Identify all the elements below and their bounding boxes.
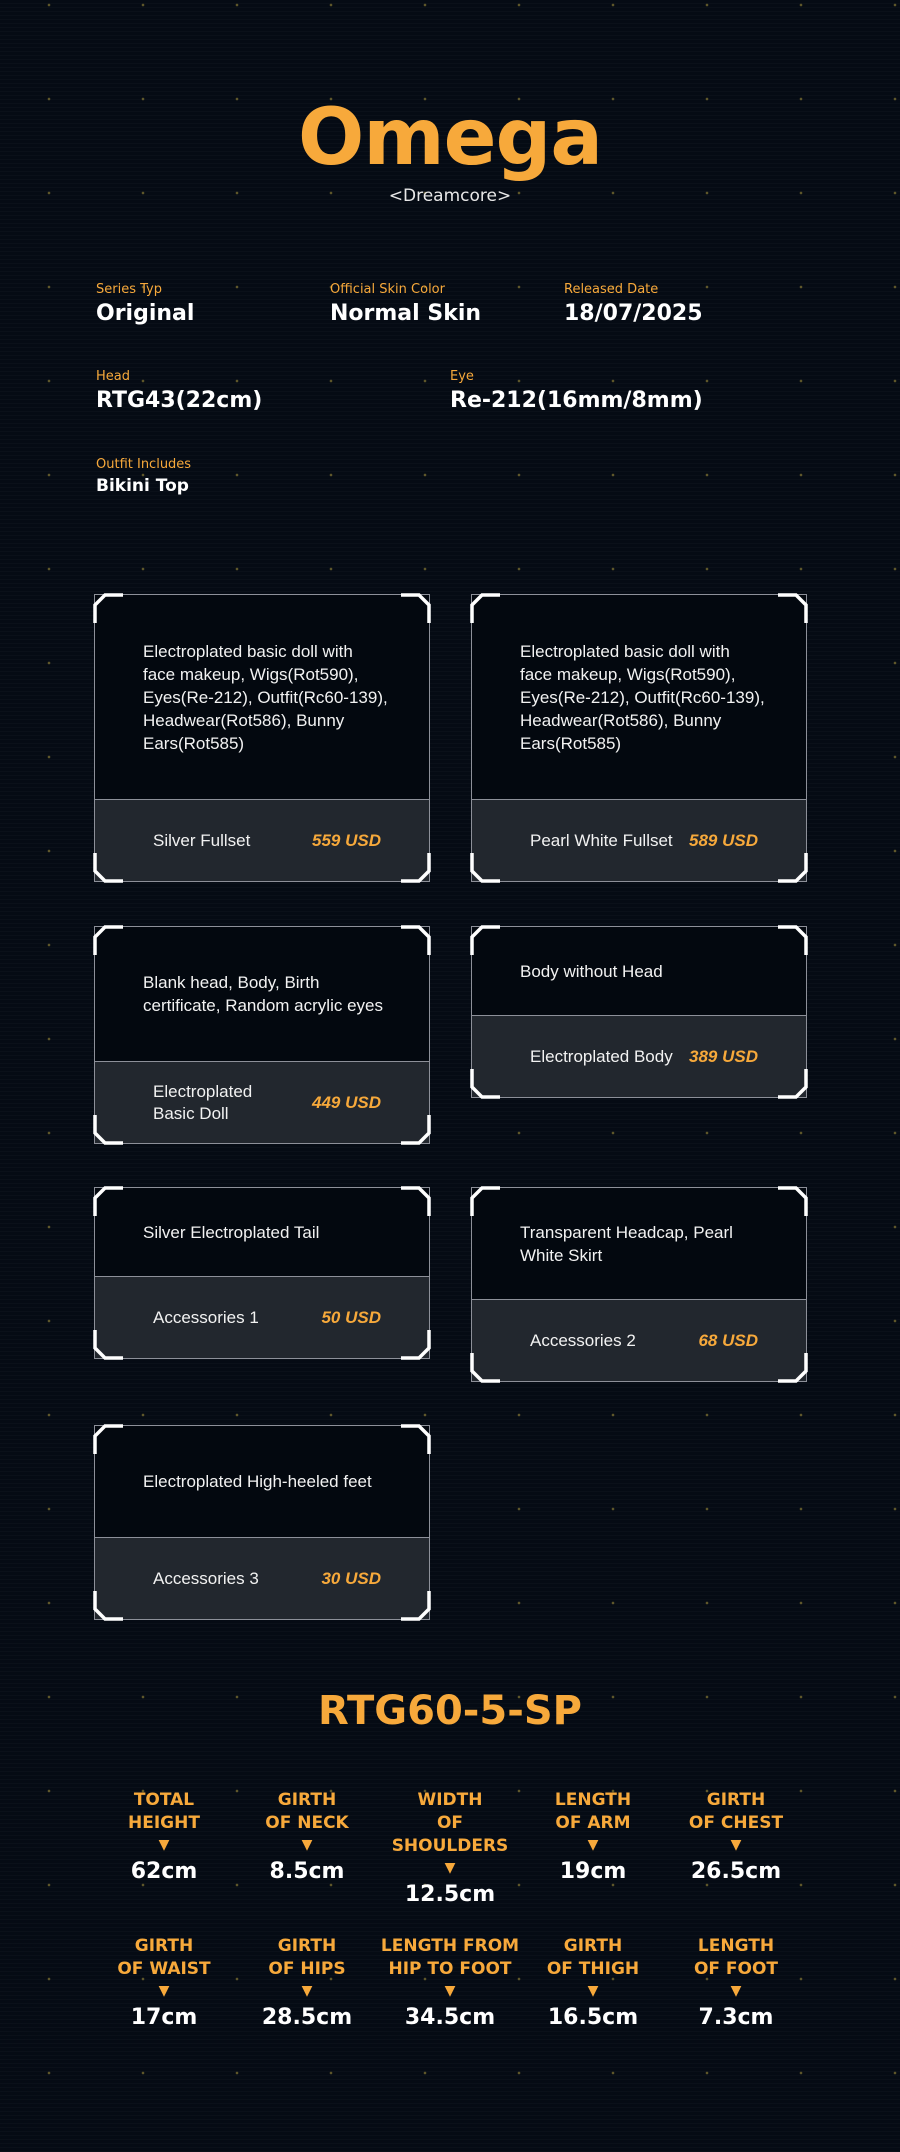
card-price-row xyxy=(95,1276,429,1358)
card-product-name: Accessories 3 xyxy=(153,1568,259,1588)
card-price: 589 USD xyxy=(689,830,758,850)
arrow-down-icon: ▼ xyxy=(587,1983,599,1999)
measurement-hip-to-foot xyxy=(380,1935,520,2033)
card-description: Blank head, Body, Birth certificate, Random acrylic eyes xyxy=(143,973,383,1015)
arrow-down-icon: ▼ xyxy=(301,1837,313,1853)
measurement-label: GIRTH OF CHEST xyxy=(688,1790,784,1833)
body-size-title: RTG60-5-SP xyxy=(318,1688,582,1734)
card-product-name: Accessories 2 xyxy=(530,1330,636,1350)
series-type-label: Series Typ xyxy=(96,282,162,297)
head-field xyxy=(96,368,262,416)
arrow-down-icon: ▼ xyxy=(158,1837,170,1853)
measurement-length-arm xyxy=(523,1789,663,1887)
card-price-row xyxy=(472,799,806,881)
card-price-row xyxy=(95,799,429,881)
eye-field xyxy=(450,368,703,416)
card-description: Silver Electroplated Tail xyxy=(143,1222,320,1242)
measurement-value: 19cm xyxy=(559,1859,627,1884)
measurement-label: GIRTH OF HIPS xyxy=(268,1936,346,1979)
measurement-girth-chest xyxy=(666,1789,806,1887)
measurement-label: LENGTH FROM HIP TO FOOT xyxy=(380,1936,520,1979)
measurement-label: GIRTH OF THIGH xyxy=(546,1936,640,1979)
outfit-field xyxy=(96,456,191,498)
arrow-down-icon: ▼ xyxy=(587,1837,599,1853)
released-date-value: 18/07/2025 xyxy=(564,301,703,326)
measurement-value: 62cm xyxy=(130,1859,198,1884)
skin-color-field xyxy=(330,281,481,329)
measurement-label: GIRTH OF NECK xyxy=(265,1790,349,1833)
measurement-total-height xyxy=(94,1789,234,1887)
measurement-label: TOTAL HEIGHT xyxy=(128,1790,200,1833)
product-card-accessories-2[interactable] xyxy=(471,1187,807,1382)
card-product-name: Electroplated Body xyxy=(530,1046,673,1066)
eye-value: Re-212(16mm/8mm) xyxy=(450,388,703,413)
measurement-label: GIRTH OF WAIST xyxy=(117,1936,211,1979)
measurement-value: 17cm xyxy=(130,2005,198,2030)
measurement-value: 8.5cm xyxy=(269,1859,345,1884)
card-price: 68 USD xyxy=(698,1330,758,1350)
measurement-length-foot xyxy=(666,1935,806,2033)
product-card-pearl-white-fullset[interactable] xyxy=(471,594,807,882)
product-title: Omega xyxy=(298,93,602,183)
card-product-name: Accessories 1 xyxy=(153,1307,259,1327)
outfit-label: Outfit Includes xyxy=(96,457,192,472)
measurement-girth-hips xyxy=(237,1935,377,2033)
head-label: Head xyxy=(96,369,130,384)
measurement-width-shoulders xyxy=(380,1789,520,1910)
card-description: Transparent Headcap, Pearl White Skirt xyxy=(520,1222,733,1265)
skin-color-label: Official Skin Color xyxy=(330,282,445,297)
arrow-down-icon: ▼ xyxy=(444,1983,456,1999)
measurement-label: LENGTH OF ARM xyxy=(554,1790,632,1833)
outfit-value: Bikini Top xyxy=(96,476,189,496)
card-description: Electroplated basic doll with face makeup, Wigs(Rot590), Eyes(Re-212), Outfit(Rc60-139), Headwear(Rot586), Bunny Ears(Rot585) xyxy=(143,641,388,753)
measurement-girth-waist xyxy=(94,1935,234,2033)
card-price-row xyxy=(95,1537,429,1619)
measurement-value: 7.3cm xyxy=(698,2005,774,2030)
product-card-accessories-3[interactable] xyxy=(94,1425,430,1620)
measurement-value: 12.5cm xyxy=(404,1882,496,1907)
card-price: 50 USD xyxy=(321,1307,381,1327)
arrow-down-icon: ▼ xyxy=(158,1983,170,1999)
measurement-girth-thigh xyxy=(523,1935,663,2033)
card-description: Body without Head xyxy=(520,961,663,981)
measurement-value: 28.5cm xyxy=(261,2005,353,2030)
measurement-value: 16.5cm xyxy=(547,2005,639,2030)
card-price: 559 USD xyxy=(312,830,381,850)
card-description: Electroplated High-heeled feet xyxy=(143,1472,372,1491)
card-price-row xyxy=(472,1015,806,1097)
product-card-basic-doll[interactable] xyxy=(94,926,430,1144)
released-date-label: Released Date xyxy=(564,282,659,297)
series-type-value: Original xyxy=(96,301,195,326)
card-description: Electroplated basic doll with face makeup, Wigs(Rot590), Eyes(Re-212), Outfit(Rc60-139), Headwear(Rot586), Bunny Ears(Rot585) xyxy=(520,641,765,753)
card-price: 389 USD xyxy=(689,1046,758,1066)
arrow-down-icon: ▼ xyxy=(301,1983,313,1999)
series-type-field xyxy=(96,281,194,329)
card-price: 30 USD xyxy=(321,1568,381,1588)
card-product-name: Electroplated Basic Doll xyxy=(153,1081,253,1123)
product-card-electroplated-body[interactable] xyxy=(471,926,807,1098)
card-price-row xyxy=(95,1061,429,1143)
product-card-accessories-1[interactable] xyxy=(94,1187,430,1359)
head-value: RTG43(22cm) xyxy=(96,388,263,413)
measurement-girth-neck xyxy=(237,1789,377,1887)
eye-label: Eye xyxy=(450,369,474,384)
measurement-label: WIDTH OF SHOULDERS xyxy=(391,1790,509,1856)
measurement-value: 34.5cm xyxy=(404,2005,496,2030)
card-price-row xyxy=(472,1299,806,1381)
product-card-silver-fullset[interactable] xyxy=(94,594,430,882)
product-subtitle: <Dreamcore> xyxy=(388,186,512,206)
released-date-field xyxy=(564,281,703,329)
arrow-down-icon: ▼ xyxy=(444,1860,456,1876)
arrow-down-icon: ▼ xyxy=(730,1837,742,1853)
arrow-down-icon: ▼ xyxy=(730,1983,742,1999)
card-product-name: Silver Fullset xyxy=(153,830,251,850)
skin-color-value: Normal Skin xyxy=(330,301,482,326)
card-product-name: Pearl White Fullset xyxy=(530,830,673,850)
card-price: 449 USD xyxy=(312,1092,381,1112)
measurement-value: 26.5cm xyxy=(690,1859,782,1884)
measurement-label: LENGTH OF FOOT xyxy=(693,1936,779,1979)
